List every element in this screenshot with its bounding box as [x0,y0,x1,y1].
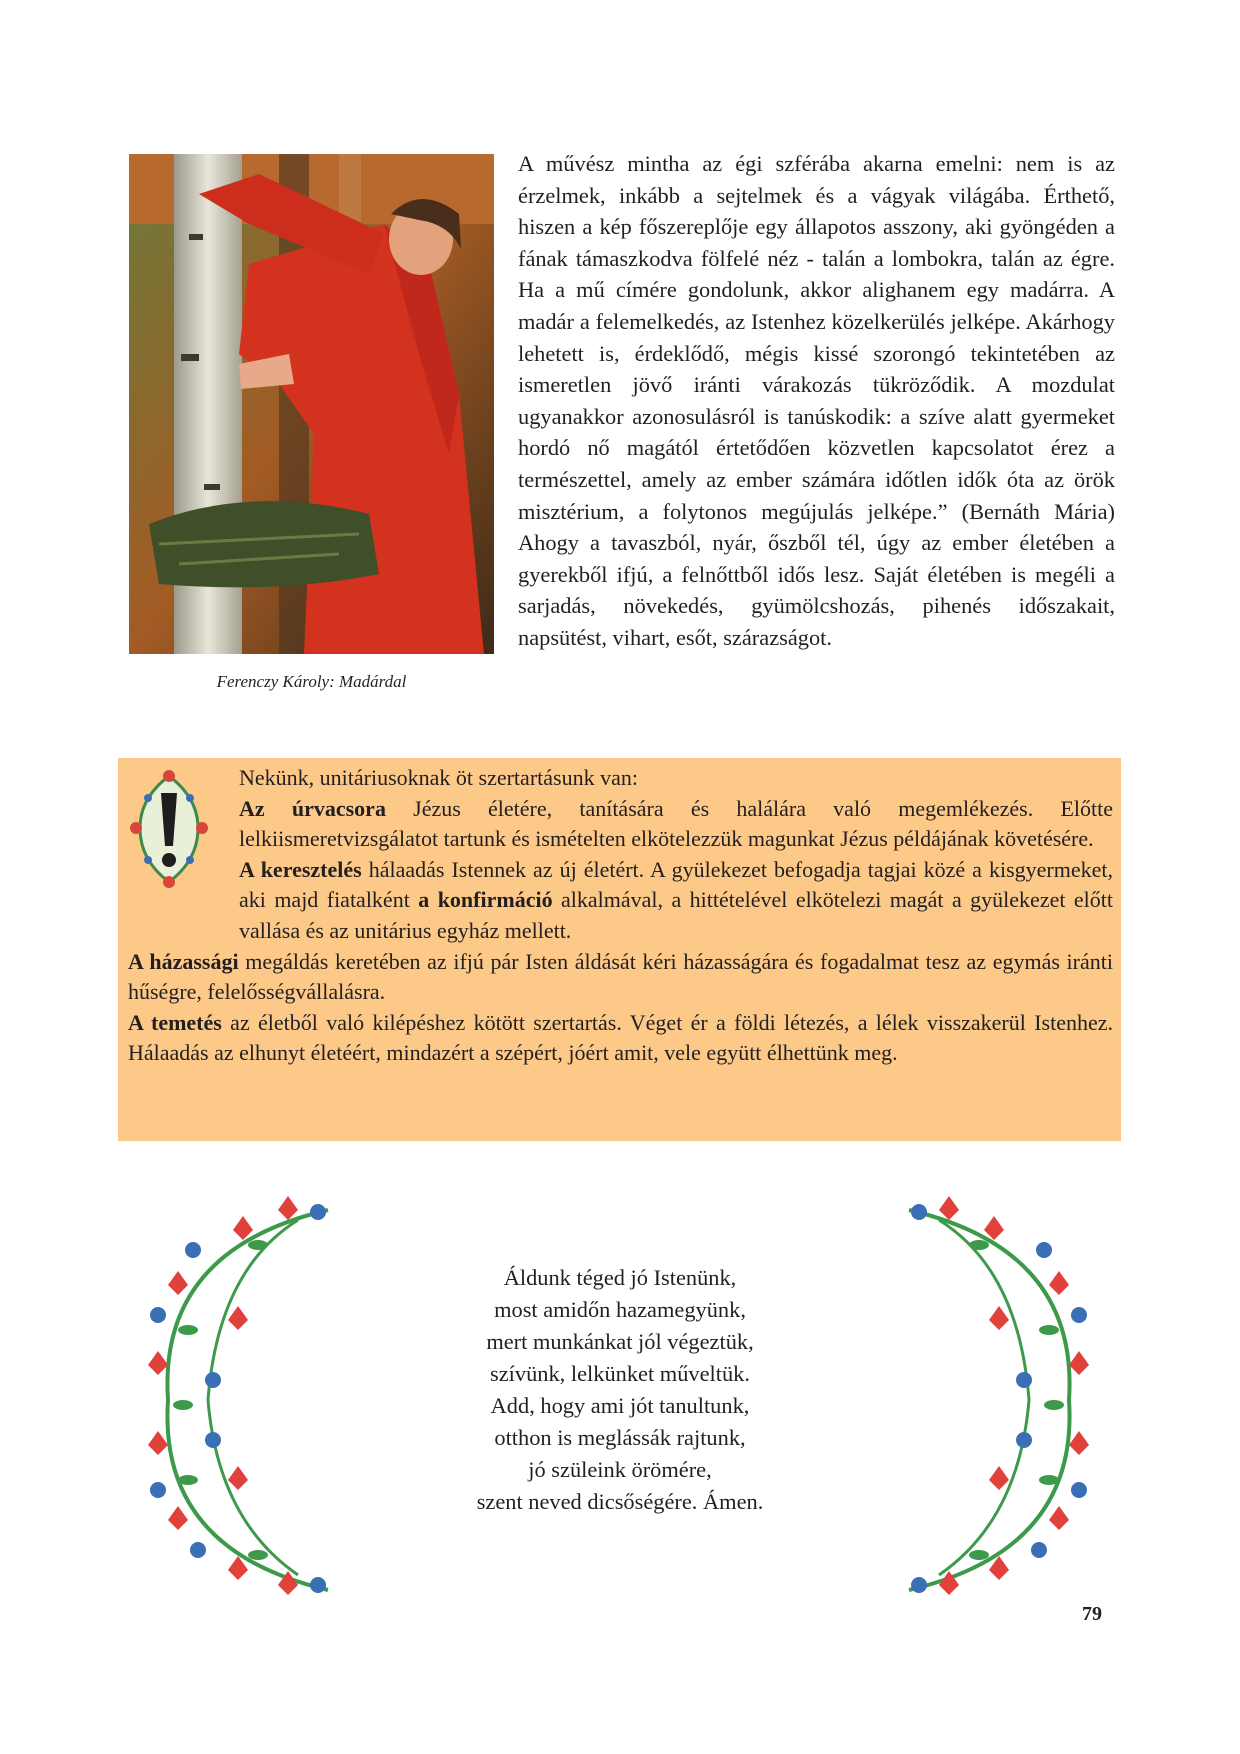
hazassagi-text: megáldás keretében az ifjú pár Isten áldását kéri házasságára és fogadalmat tesz az egymás iránti hűségre, felelősségvállalásra. [128,948,1113,1005]
intro-paragraph: A művész mintha az égi szférába akarna emelni: nem is az érzelmek, inkább a sejtelmek és a vágyak világába. Érthető, hiszen a kép főszereplője egy állapotos asszony, aki gyöngéden a fának támaszkodva fölfelé néz - talán a lombokra, talán az égre. Ha a mű címére gondolunk, akkor alighanem egy madárra. A madár a felemelkedés, az Istenhez közelkerülés jelképe. Akárhogy lehetett is, érdeklődő, mégis kissé szorongó tekintetében az ismeretlen jövő iránti várakozás tükröződik. A mozdulat ugyanakkor azonosulásról is tanúskodik: a szíve alatt gyermeket hordó nő magától értetődően közvetlen kapcsolatot érez a természettel, amely az ember számára időtlen idők óta az örök misztérium, a folytonos megújulás jelképe.” (Bernáth Mária) Ahogy a tavaszból, nyár, őszből tél, úgy az ember életében a gyerekből ifjú, a felnőttből idős lesz. Saját életében is megéli a sarjadás, növekedés, gyümölcshozás, pihenés időszakait, napsütést, vihart, esőt, szárazságot. [518,151,1115,650]
temetes-term: A temetés [128,1009,222,1035]
urvacsora-text: Jézus életére, tanítására és halálára való megemlékezés. Előtte lelkiismeretvizsgálatot tartunk és ismételten elkötelezzük magunkat Jézus példájának követésére. [239,795,1113,852]
hazassagi-term: A házassági [128,948,239,974]
sacraments-text [128,763,1113,1069]
kereszteles-text-1: hálaadás Istennek az új életért. A gyülekezet befogadja tagjai közé a kisgyermeket, aki majd fiatalként [239,856,1113,913]
kereszteles-paragraph [128,855,1113,947]
poem-line: szent neved dicsőségére. Ámen. [476,1489,764,1514]
poem [380,1262,860,1518]
floral-ornament-right-icon [889,1190,1109,1610]
kereszteles-text-2: alkalmával, a hittételével elkötelezi magát a gyülekezet előtt vallása és az unitárius egyház mellett. [239,887,1113,943]
poem-line: jó szüleink örömére, [528,1457,712,1482]
temetes-paragraph [128,1008,1113,1069]
temetes-text: az életből való kilépéshez kötött szertartás. Véget ér a földi létezés, a lélek visszakerül Istenhez. Hálaadás az elhunyt életéért, mindazért a szépért, jóért amit, vele együtt élhettünk meg. [128,1009,1113,1066]
sacraments-intro: Nekünk, unitáriusoknak öt szertartásunk van: [239,765,638,790]
poem-line: szívünk, lelkünket műveltük. [490,1361,750,1386]
figure-caption: Ferenczy Károly: Madárdal [216,672,407,691]
poem-line: most amidőn hazamegyünk, [494,1297,746,1322]
poem-line: otthon is meglássák rajtunk, [494,1425,746,1450]
poem-line: Add, hogy ami jót tanultunk, [490,1393,750,1418]
painting-image [129,154,494,654]
poem-line: Áldunk téged jó Istenünk, [503,1265,737,1290]
urvacsora-term: Az úrvacsora [239,795,386,821]
floral-ornament-left-icon [128,1190,348,1610]
page-number: 79 [1082,1603,1102,1625]
hazassagi-paragraph [128,947,1113,1008]
konfirmacio-term: a konfirmáció [418,887,553,913]
poem-line: mert munkánkat jól végeztük, [486,1329,754,1354]
urvacsora-paragraph [128,794,1113,855]
kereszteles-term: A keresztelés [239,856,362,882]
